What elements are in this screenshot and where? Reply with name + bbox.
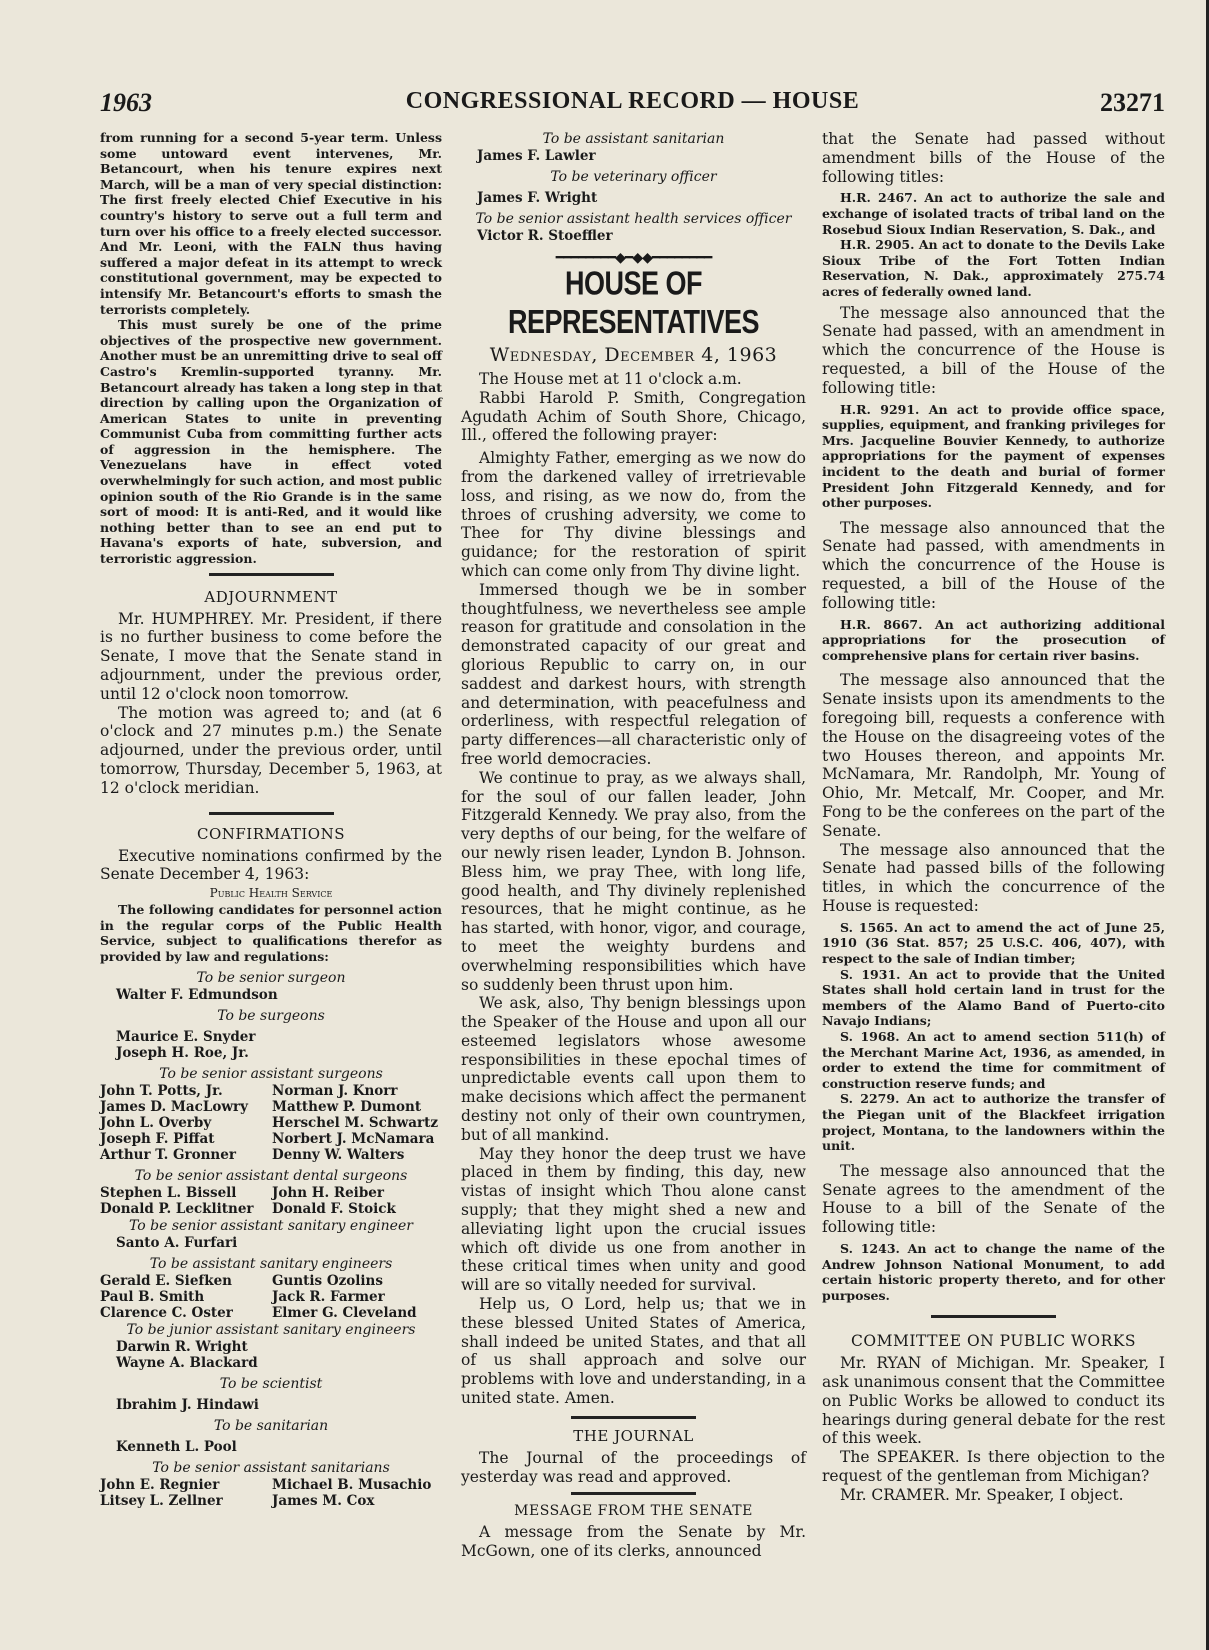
nominee-name: Donald F. Stoick bbox=[272, 1200, 396, 1217]
prayer-paragraph: May they honor the deep trust we have placed in them by finding, this day, new vistas of insight which Thou alone canst supply; that they might shed a new and alleviating light upon the crucial issues which oft divide us one from another in these critical times when unity and good will are so vitally needed for survival. bbox=[461, 1144, 806, 1295]
paragraph: The following candidates for personnel action in the regular corps of the Public Health Service, subject to qualifications therefor as provided by law and regulations: bbox=[100, 902, 442, 964]
paragraph: Mr. RYAN of Michigan. Mr. Speaker, I ask unanimous consent that the Committee on Public Works be allowed to conduct its hearings during general debate for the rest of this week. bbox=[822, 1354, 1165, 1448]
nominee-name: Herschel M. Schwartz bbox=[272, 1114, 439, 1131]
nominee-list bbox=[100, 1273, 442, 1321]
bill-entry: S. 1968. An act to amend section 511(h) of the Merchant Marine Act, 1936, as amended, in order to extend the time for commitment of construction reserve funds; and bbox=[822, 1028, 1165, 1091]
nominee-name: Arthur T. Gronner bbox=[100, 1146, 236, 1163]
bill-entry: S. 1931. An act to provide that the United States shall hold certain land in trust for the members of the Alamo Band of Puerto-cito Navajo Indians; bbox=[822, 966, 1165, 1029]
nominee-name: Stephen L. Bissell bbox=[100, 1184, 237, 1201]
nominee-name: James F. Lawler bbox=[477, 148, 596, 164]
divider bbox=[209, 573, 334, 576]
divider bbox=[209, 812, 334, 815]
journal-heading: THE JOURNAL bbox=[573, 1426, 694, 1445]
nominee-name: James M. Cox bbox=[272, 1492, 375, 1509]
paragraph: The message also announced that the Senate had passed, with amendments in which the concurrence of the House is requested, a bill of the House of the following title: bbox=[822, 518, 1165, 612]
nominee-name: Norman J. Knorr bbox=[272, 1082, 398, 1099]
bill-entry: S. 2279. An act to authorize the transfer of the Piegan unit of the Blackfeet irrigation project, Montana, to the landowners within the unit. bbox=[822, 1091, 1165, 1154]
prayer-paragraph: We continue to pray, as we always shall, for the soul of our fallen leader, John Fitzgerald Kennedy. We pray also, from the very depths of our being, for the welfare of our newly risen leader, Lyndon B. Johnson. Bless him, we pray Thee, with long life, good health, and Thy divinely replenished resources, that he might continue, as he has started, with honor, vigor, and courage, to meet the weighty burdens and overwhelming responsibilities which have so suddenly been thrust upon him. bbox=[461, 768, 806, 994]
bill-entry: H.R. 8667. An act authorizing additional appropriations for the prosecution of comprehensive plans for certain river basins. bbox=[822, 616, 1165, 663]
paragraph: Executive nominations confirmed by the Senate December 4, 1963: bbox=[100, 846, 442, 884]
paragraph: The message also announced that the Senate had passed, with an amendment in which the concurrence of the House is requested, a bill of the House of the following title: bbox=[822, 303, 1165, 397]
column-3 bbox=[822, 130, 1165, 1505]
nominee-name: Victor R. Stoeffler bbox=[477, 228, 613, 244]
nominee-name: Jack R. Farmer bbox=[272, 1288, 385, 1305]
paragraph: Mr. CRAMER. Mr. Speaker, I object. bbox=[840, 1485, 1124, 1504]
paragraph: Rabbi Harold P. Smith, Congregation Agudath Achim of South Shore, Chicago, Ill., offered the following prayer: bbox=[461, 388, 806, 445]
prayer-paragraph: Almighty Father, emerging as we now do from the darkened valley of irretrievable loss, and rising, as we now do, from the throes of crushing adversity, we come to Thee for Thy divine blessings and guidance; for the restoration of spirit which can come only from Thy divine light. bbox=[461, 449, 806, 580]
nominee-name: Darwin R. Wright bbox=[116, 1338, 248, 1355]
column-2 bbox=[461, 130, 806, 1561]
nominee-name: Maurice E. Snyder bbox=[116, 1028, 256, 1045]
nominee-list bbox=[100, 1083, 442, 1163]
nominee-name: Denny W. Walters bbox=[272, 1146, 405, 1163]
divider bbox=[931, 1315, 1056, 1318]
position-title: To be sanitarian bbox=[213, 1417, 329, 1434]
paragraph: This must surely be one of the prime objectives of the prospective new government. Another must be an unremitting drive to seal off Castro's Kremlin-supported tyranny. Mr. Betancourt already has taken a long step in that direction by calling upon the Organization of American States to unite in preventing Communist Cuba from committing further acts of aggression in the hemisphere. The Venezuelans have in effect voted overwhelmingly for such action, and most public opinion south of the Rio Grande is in the same sort of mood: It is anti-Red, and it would like nothing better than to see an end put to Havana's exports of hate, subversion, and terroristic aggression. bbox=[100, 317, 442, 567]
nominee-name: Wayne A. Blackard bbox=[116, 1354, 258, 1371]
paragraph: The motion was agreed to; and (at 6 o'clock and 27 minutes p.m.) the Senate adjourned, under the previous order, until tomorrow, Thursday, December 5, 1963, at 12 o'clock meridian. bbox=[100, 703, 442, 797]
nominee-name: Guntis Ozolins bbox=[272, 1272, 383, 1289]
paragraph: The House met at 11 o'clock a.m. bbox=[479, 370, 742, 388]
header-page-number: 23271 bbox=[1100, 88, 1165, 117]
paragraph: The message also announced that the Senate agrees to the amendment of the House to a bill of the Senate of the following title: bbox=[822, 1161, 1165, 1237]
position-title: To be senior assistant sanitary engineer bbox=[129, 1217, 413, 1234]
committee-heading: COMMITTEE ON PUBLIC WORKS bbox=[851, 1332, 1136, 1351]
nominee-name: Kenneth L. Pool bbox=[116, 1438, 237, 1455]
position-title: To be senior surgeon bbox=[196, 969, 346, 986]
bill-entry: S. 1565. An act to amend the act of June 25, 1910 (36 Stat. 857; 25 U.S.C. 406, 407), with respect to the sale of Indian timber; bbox=[822, 919, 1165, 966]
position-title: To be surgeons bbox=[217, 1007, 325, 1024]
house-heading: HOUSE OF REPRESENTATIVES bbox=[507, 264, 760, 341]
subsection-heading: Public Health Service bbox=[209, 886, 333, 901]
paragraph: from running for a second 5-year term. Unless some untoward event intervenes, Mr. Betancourt, when his tenure expires next March, will be a man of very special distinction: The first freely elected Chief Executive in his country's history to serve out a full term and turn over his office to a freely elected successor. And Mr. Leoni, with the FALN thus having suffered a major defeat in its attempt to wreck constitutional government, may be expected to intensify Mr. Betancourt's efforts to smash the terrorists completely. bbox=[100, 130, 442, 317]
bill-entry: H.R. 2905. An act to donate to the Devils Lake Sioux Tribe of the Fort Totten Indian Reservation, N. Dak., approximately 275.74 acres of federally owned land. bbox=[822, 237, 1165, 299]
paragraph: A message from the Senate by Mr. McGown, one of its clerks, announced bbox=[461, 1523, 806, 1561]
paragraph: The SPEAKER. Is there objection to the request of the gentleman from Michigan? bbox=[822, 1448, 1165, 1486]
nominee-name: John H. Reiber bbox=[272, 1184, 384, 1201]
position-title: To be scientist bbox=[219, 1375, 323, 1392]
paragraph: Mr. HUMPHREY. Mr. President, if there is no further business to come before the Senate, I move that the Senate stand in adjournment, under the previous order, until 12 o'clock noon tomorrow. bbox=[100, 609, 442, 703]
position-title: To be assistant sanitarian bbox=[542, 131, 725, 147]
message-heading: MESSAGE FROM THE SENATE bbox=[514, 1503, 753, 1520]
nominee-name: Joseph F. Piffat bbox=[100, 1130, 215, 1147]
paragraph: The Journal of the proceedings of yesterday was read and approved. bbox=[461, 1448, 806, 1486]
confirmations-heading: CONFIRMATIONS bbox=[196, 824, 346, 843]
paragraph: The message also announced that the Senate had passed bills of the following titles, in which the concurrence of the House is requested: bbox=[822, 840, 1165, 916]
bill-entry: H.R. 2467. An act to authorize the sale and exchange of isolated tracts of tribal land on the Rosebud Sioux Indian Reservation, S. Dak., and bbox=[822, 190, 1165, 237]
prayer-paragraph: Help us, O Lord, help us; that we in these blessed United States of America, shall indeed be united States, and that all of us shall approach and solve our problems with love and understanding, in a united state. Amen. bbox=[461, 1295, 806, 1408]
bill-entry: S. 1243. An act to change the name of the Andrew Johnson National Monument, to add certain historic property thereto, and for other purposes. bbox=[822, 1240, 1165, 1303]
position-title: To be senior assistant surgeons bbox=[159, 1065, 383, 1082]
nominee-name: Gerald E. Siefken bbox=[100, 1272, 232, 1289]
nominee-name: Walter F. Edmundson bbox=[116, 986, 278, 1003]
nominee-name: John L. Overby bbox=[100, 1114, 212, 1131]
nominee-name: John T. Potts, Jr. bbox=[100, 1082, 223, 1099]
ornament-divider: ━━━━━━━━◆━◆◆━━━━━━━━ bbox=[555, 250, 712, 266]
nominee-name: Michael B. Musachio bbox=[272, 1476, 432, 1493]
nominee-name: Donald P. Lecklitner bbox=[100, 1200, 254, 1217]
nominee-name: Norbert J. McNamara bbox=[272, 1130, 435, 1147]
nominee-name: Santo A. Furfari bbox=[116, 1234, 238, 1251]
divider bbox=[571, 1492, 696, 1495]
nominee-name: Elmer G. Cleveland bbox=[272, 1304, 417, 1321]
nominee-list bbox=[100, 1185, 442, 1217]
page-header bbox=[100, 88, 1165, 118]
nominee-name: Litsey L. Zellner bbox=[100, 1492, 223, 1509]
nominee-name: Joseph H. Roe, Jr. bbox=[116, 1044, 249, 1061]
position-title: To be junior assistant sanitary engineers bbox=[126, 1321, 416, 1338]
adjournment-heading: ADJOURNMENT bbox=[204, 587, 338, 606]
nominee-name: John E. Regnier bbox=[100, 1476, 220, 1493]
position-title: To be senior assistant dental surgeons bbox=[134, 1167, 408, 1184]
position-title: To be senior assistant health services officer bbox=[475, 211, 792, 227]
bill-entry: H.R. 9291. An act to provide office space, supplies, equipment, and franking privileges for Mrs. Jacqueline Bouvier Kennedy, to authorize appropriations for the payment of expenses incident to the death and burial of former President John Fitzgerald Kennedy, and for other purposes. bbox=[822, 401, 1165, 511]
prayer-paragraph: Immersed though we be in somber thoughtfulness, we nevertheless see ample reason for gratitude and consolation in the demonstrated capacity of our great and glorious Republic to carry on, in our saddest and darkest hours, with strength and determination, with peacefulness and orderliness, with respectful relegation of party differences—all characteristic only of free world democracies. bbox=[461, 580, 806, 768]
nominee-list bbox=[100, 1477, 442, 1509]
header-title: CONGRESSIONAL RECORD — HOUSE bbox=[405, 88, 860, 114]
nominee-name: James D. MacLowry bbox=[100, 1098, 248, 1115]
dateline: Wednesday, December 4, 1963 bbox=[489, 344, 778, 366]
nominee-name: Clarence C. Oster bbox=[100, 1304, 233, 1321]
paragraph: that the Senate had passed without amendment bills of the House of the following titles: bbox=[822, 130, 1165, 186]
position-title: To be veterinary officer bbox=[550, 169, 717, 185]
column-1 bbox=[100, 130, 442, 1509]
position-title: To be senior assistant sanitarians bbox=[152, 1459, 390, 1476]
divider bbox=[571, 1416, 696, 1419]
paragraph: The message also announced that the Senate insists upon its amendments to the foregoing bill, requests a conference with the House on the disagreeing votes of the two Houses thereon, and appoints Mr. McNamara, Mr. Randolph, Mr. Young of Ohio, Mr. Metcalf, Mr. Cooper, and Mr. Fong to be the conferees on the part of the Senate. bbox=[822, 671, 1165, 840]
nominee-name: James F. Wright bbox=[477, 190, 598, 206]
nominee-name: Paul B. Smith bbox=[100, 1288, 205, 1305]
position-title: To be assistant sanitary engineers bbox=[149, 1255, 393, 1272]
nominee-name: Ibrahim J. Hindawi bbox=[116, 1396, 259, 1413]
header-year: 1963 bbox=[100, 88, 152, 117]
prayer-paragraph: We ask, also, Thy benign blessings upon the Speaker of the House and upon all our esteemed legislators whose awesome responsibilities in these epochal times of unpredictable events call upon them to make decisions which affect the permanent destiny not only of their own countrymen, but of all mankind. bbox=[461, 994, 806, 1144]
nominee-name: Matthew P. Dumont bbox=[272, 1098, 422, 1115]
